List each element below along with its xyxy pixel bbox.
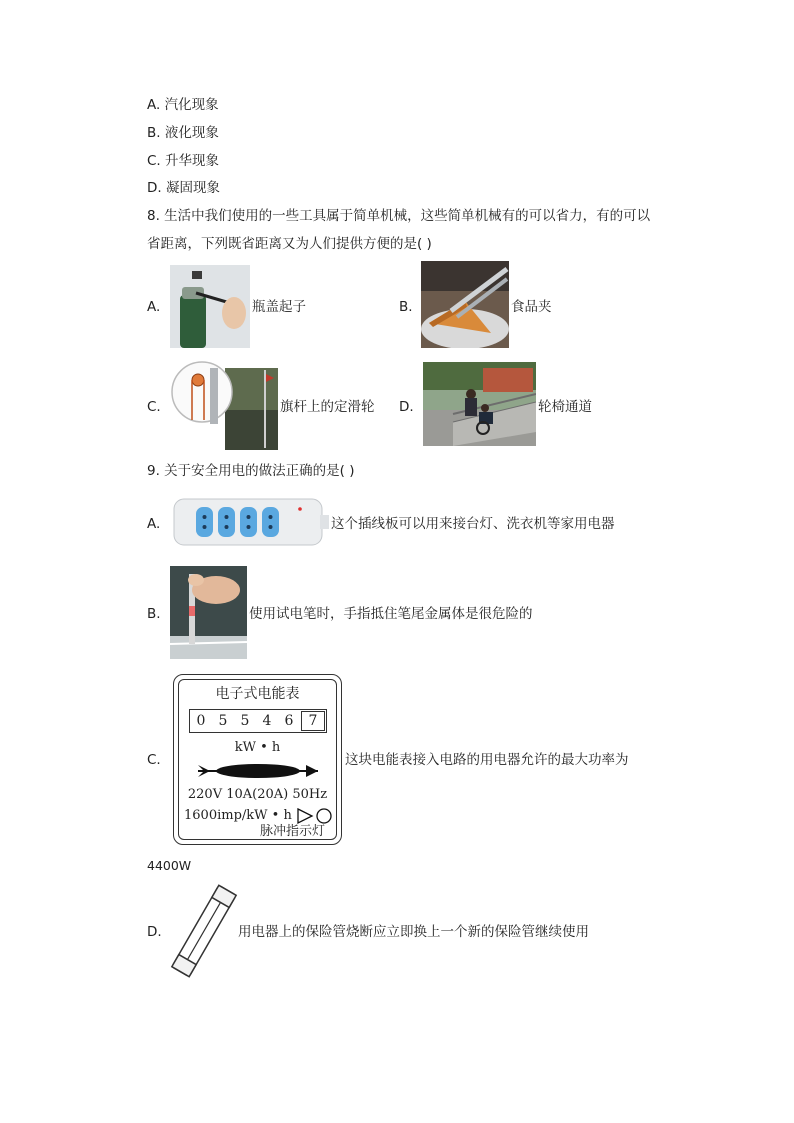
q8-option-b-letter: B.	[399, 299, 413, 315]
electric-meter-diagram	[172, 673, 343, 845]
meter-digit: 5	[218, 713, 228, 729]
q8-option-d-text: 轮椅通道	[538, 399, 592, 415]
q9-option-b-letter: B.	[147, 606, 161, 622]
meter-digit: 0	[196, 713, 206, 729]
q9-option-d-text: 用电器上的保险管烧断应立即换上一个新的保险管继续使用	[238, 924, 589, 940]
q7-option-c: C. 升华现象	[147, 153, 220, 169]
q9-option-c-letter: C.	[147, 752, 161, 768]
flagpole-pulley-image	[170, 360, 278, 450]
fuse-tube-image	[170, 882, 238, 980]
power-strip-image	[170, 489, 329, 555]
bottle-opener-image	[170, 265, 250, 348]
q8-option-a-text: 瓶盖起子	[252, 299, 306, 315]
wheelchair-ramp-image	[423, 362, 536, 446]
q8-option-c-text: 旗杆上的定滑轮	[280, 399, 375, 415]
meter-unit: kW • h	[234, 740, 281, 755]
food-tongs-image	[421, 261, 509, 348]
q9-option-b-text: 使用试电笔时，手指抵住笔尾金属体是很危险的	[249, 606, 533, 622]
q8-option-d-letter: D.	[399, 399, 414, 415]
meter-digit: 5	[240, 713, 250, 729]
q8-stem-line1: 8. 生活中我们使用的一些工具属于简单机械，这些简单机械有的可以省力，有的可以	[147, 208, 651, 224]
q7-option-a: A. 汽化现象	[147, 97, 219, 113]
q9-option-c-continuation: 4400W	[147, 858, 192, 873]
meter-title: 电子式电能表	[215, 686, 300, 702]
q9-option-a-letter: A.	[147, 516, 161, 532]
meter-spec: 220V 10A(20A) 50Hz	[187, 787, 328, 802]
meter-digit: 4	[262, 713, 272, 729]
q9-stem: 9. 关于安全用电的做法正确的是( )	[147, 463, 355, 479]
q9-option-c-text: 这块电能表接入电路的用电器允许的最大功率为	[345, 752, 629, 768]
q8-stem-line2: 省距离，下列既省距离又为人们提供方便的是( )	[147, 236, 432, 252]
q8-option-a-letter: A.	[147, 299, 161, 315]
meter-indicator-label: 脉冲指示灯	[260, 824, 326, 839]
q8-option-b-text: 食品夹	[511, 299, 552, 315]
test-pen-image	[170, 566, 247, 659]
q8-option-c-letter: C.	[147, 399, 161, 415]
q7-option-d: D. 凝固现象	[147, 180, 220, 196]
q7-option-b: B. 液化现象	[147, 125, 219, 141]
q9-option-a-text: 这个插线板可以用来接台灯、洗衣机等家用电器	[331, 516, 615, 532]
meter-digit-last: 7	[301, 711, 325, 731]
meter-digit: 6	[284, 713, 294, 729]
meter-imp: 1600imp/kW • h	[184, 808, 292, 823]
q9-option-d-letter: D.	[147, 924, 162, 940]
meter-disc-icon	[196, 761, 320, 781]
meter-digit-row	[189, 709, 327, 733]
